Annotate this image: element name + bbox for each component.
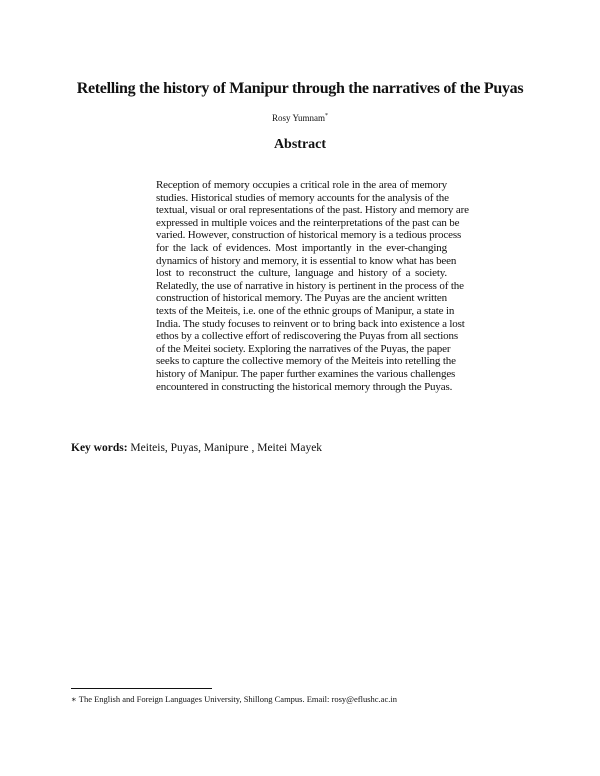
abstract-heading: Abstract	[273, 137, 327, 152]
abstract-line: history of Manipur. The paper further examines the various challenges	[156, 367, 456, 380]
abstract-line: Relatedly, the use of narrative in history is pertinent in the process of the	[156, 279, 464, 292]
abstract-line: textual, visual or oral representations of the past. History and memory are	[156, 204, 469, 217]
abstract-line: varied. However, construction of historical memory is a tedious process	[156, 229, 462, 242]
author-footnote-mark: *	[324, 113, 328, 119]
footnote-divider	[71, 688, 212, 689]
abstract-line: of the Meitei society. Exploring the narratives of the Puyas, the paper	[156, 342, 451, 355]
keywords-line	[71, 442, 322, 454]
abstract-line: Reception of memory occupies a critical role in the area of memory	[156, 179, 447, 191]
abstract-line: studies. Historical studies of memory accounts for the analysis of the	[156, 191, 449, 204]
author-line	[0, 113, 600, 123]
abstract-line: lost to reconstruct the culture, language and history of a society.	[156, 267, 447, 280]
abstract-line: dynamics of history and memory, it is essential to know what has been	[156, 254, 457, 267]
abstract-body	[156, 179, 469, 393]
keywords-text: Meiteis, Puyas, Manipure , Meitei Mayek	[130, 442, 323, 454]
keywords-label: Key words:	[71, 442, 128, 454]
author-name: Rosy Yumnam	[272, 113, 325, 123]
abstract-line: texts of the Meiteis, i.e. one of the ethnic groups of Manipur, a state in	[156, 304, 455, 317]
footnote-mark: ∗	[71, 694, 77, 704]
abstract-line: India. The study focuses to reinvent or to bring back into existence a lost	[156, 317, 465, 330]
footnote-text: The English and Foreign Languages University, Shillong Campus. Email: rosy@eflushc.ac.in	[78, 694, 397, 704]
footnote	[71, 694, 397, 705]
abstract-line: ethos by a collective effort of rediscovering the Puyas from all sections	[156, 330, 458, 343]
abstract-line: for the lack of evidences. Most importantly in the ever-changing	[156, 241, 447, 254]
paper-title: Retelling the history of Manipur through the narratives of the Puyas	[76, 80, 524, 97]
abstract-line: encountered in constructing the historical memory through the Puyas.	[156, 380, 453, 393]
abstract-line: construction of historical memory. The Puyas are the ancient written	[156, 292, 447, 305]
abstract-line: seeks to capture the collective memory of the Meiteis into retelling the	[156, 355, 456, 368]
abstract-line: expressed in multiple voices and the reinterpretations of the past can be	[156, 216, 460, 229]
